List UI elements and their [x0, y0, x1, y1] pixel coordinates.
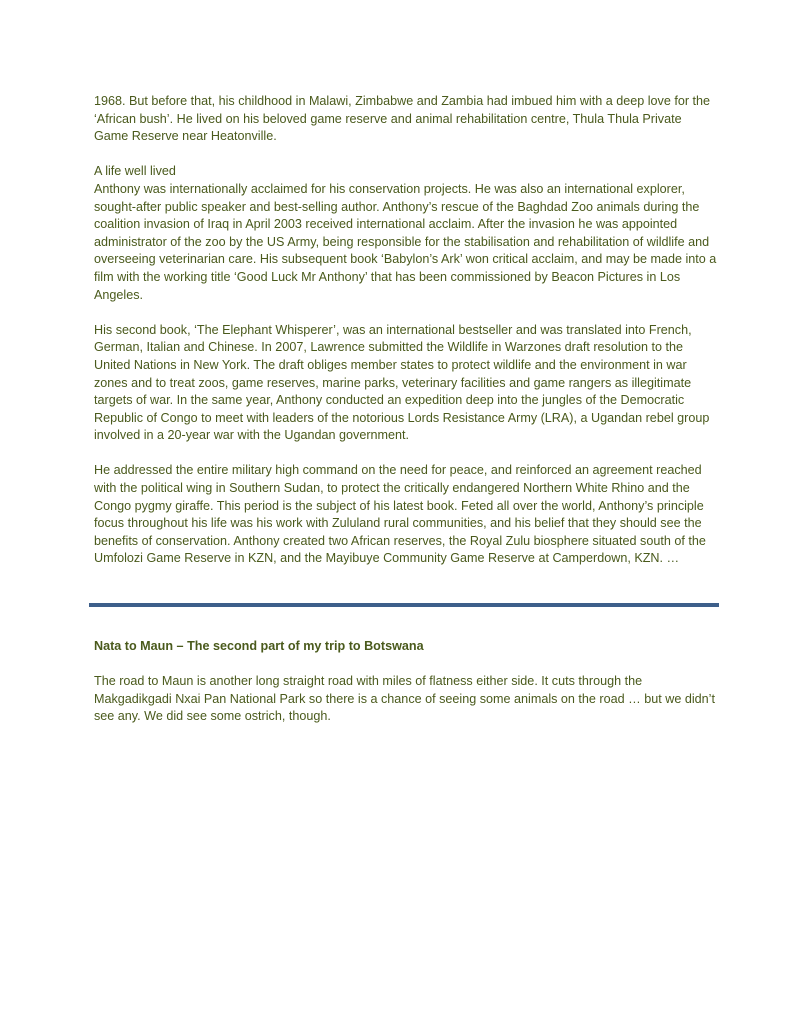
- article-two-paragraph: The road to Maun is another long straight road with miles of flatness either side. It cuts through the Makgadikgadi Nxai Pan National Park so there is a chance of seeing some animals on the road … but we didn’t see any. We did see some ostrich, though.: [94, 674, 715, 724]
- article-two: [94, 638, 718, 726]
- section-divider: [89, 603, 719, 607]
- body-paragraph-4: He addressed the entire military high command on the need for peace, and reinforced an agreement reached with the political wing in Southern Sudan, to protect the critically endangered Northern White Rhino and the Congo pygmy giraffe. This period is the subject of his latest book. Feted all over the world, Anthony’s principle focus throughout his life was his work with Zululand rural communities, and his belief that they should see the benefits of conservation. Anthony created two African reserves, the Royal Zulu biosphere situated south of the Umfolozi Game Reserve in KZN, and the Mayibuye Community Game Reserve at Camperdown, KZN. …: [94, 463, 706, 566]
- article-one: [94, 93, 718, 568]
- body-paragraph-3: His second book, ‘The Elephant Whisperer’, was an international bestseller and was translated into French, German, Italian and Chinese. In 2007, Lawrence submitted the Wildlife in Warzones draft resolution to the United Nations in New York. The draft obliges member states to protect wildlife and the environment in war zones and to treat zoos, game reserves, marine parks, veterinary facilities and game rangers as illegitimate targets of war. In the same year, Anthony conducted an expedition deep into the jungles of the Democratic Republic of Congo to meet with leaders of the notorious Lords Resistance Army (LRA), a Ugandan rebel group involved in a 20-year war with the Ugandan government.: [94, 322, 710, 443]
- body-paragraph-2: Anthony was internationally acclaimed for his conservation projects. He was also an international explorer, sought-after public speaker and best-selling author. Anthony’s rescue of the Baghdad Zoo animals during the coalition invasion of Iraq in April 2003 received international acclaim. After the invasion he was appointed administrator of the zoo by the US Army, being responsible for the stabilisation and rehabilitation of wildlife and overseeing veterinarian care. His subsequent book ‘Babylon’s Ark’ won critical acclaim, and may be made into a film with the working title ‘Good Luck Mr Anthony’ that has been commissioned by Beacon Pictures in Los Angeles.: [94, 181, 717, 302]
- article-title: Nata to Maun – The second part of my trip to Botswana: [94, 639, 424, 653]
- section-subheading: A life well lived: [94, 164, 176, 179]
- intro-paragraph: 1968. But before that, his childhood in Malawi, Zimbabwe and Zambia had imbued him with a deep love for the ‘African bush’. He lived on his beloved game reserve and animal rehabilitation centre, Thula Thula Private Game Reserve near Heatonville.: [94, 94, 711, 144]
